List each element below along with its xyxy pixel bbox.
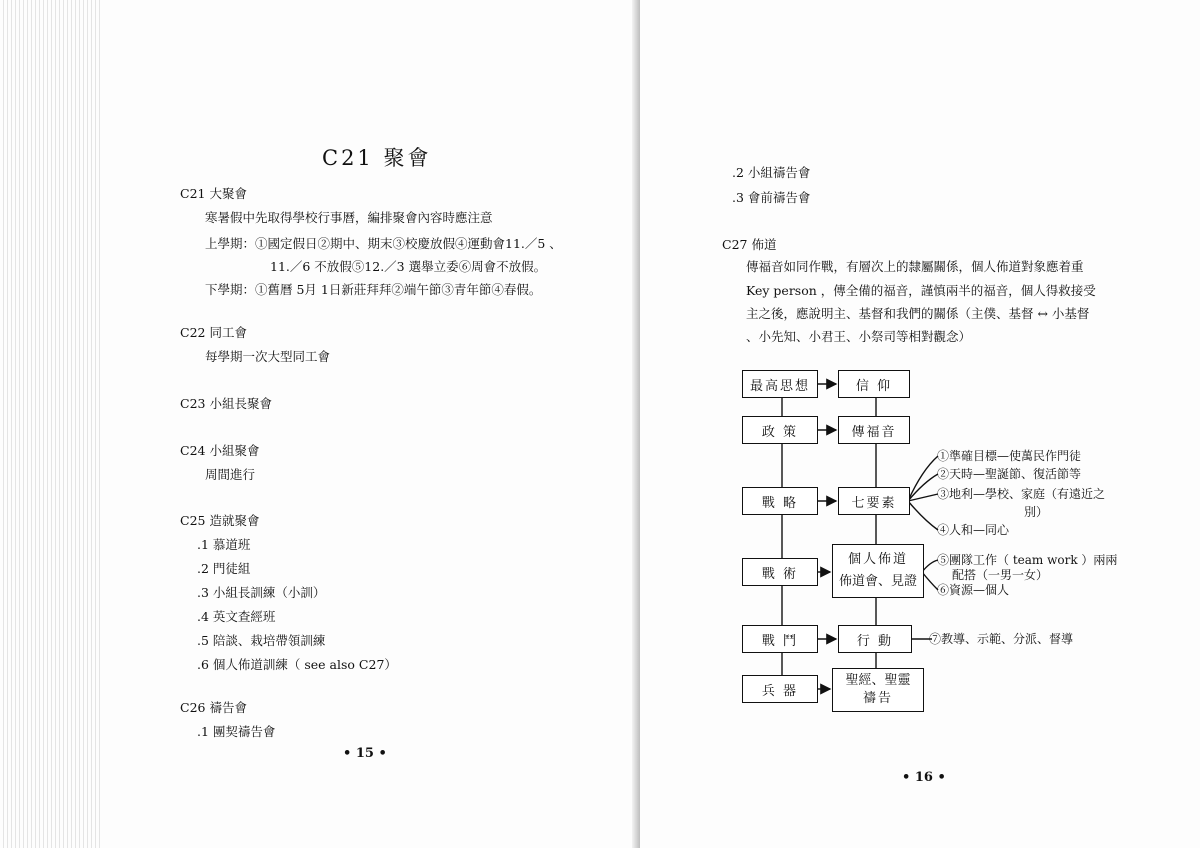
diagram-box-gospel: 傳福音: [838, 416, 910, 444]
c25-item: .1 慕道班: [197, 537, 251, 552]
diagram-box-line: 佈道會、見證: [838, 574, 917, 589]
diagram-box-strategy: 戰 略: [742, 487, 818, 515]
c26-heading: C26 禱告會: [180, 700, 247, 715]
diagram-note: 配搭（一男一女）: [952, 568, 1049, 582]
diagram-box-line: 禱告: [862, 691, 893, 706]
c21-text-4: 下學期：①舊曆 5月 1日新莊拜拜②端午節③青年節④春假。: [205, 282, 542, 297]
c27-text-1: 傳福音如同作戰，有層次上的隸屬關係，個人佈道對象應着重: [746, 259, 1084, 274]
page-stack-edge: [0, 0, 100, 848]
diagram-note: ⑥資源—個人: [937, 583, 1010, 597]
diagram-note: ②天時—聖誕節、復活節等: [937, 467, 1082, 481]
c21-text-3: 11.／6 不放假⑤12.／3 選舉立委⑥周會不放假。: [270, 259, 547, 274]
right-page: [640, 0, 1200, 848]
c24-heading: C24 小組聚會: [180, 443, 260, 458]
diagram-box-bible-spirit: [832, 668, 924, 712]
diagram-note: 別）: [1024, 505, 1049, 519]
c26-item: .1 團契禱告會: [197, 724, 276, 739]
c25-item: .2 門徒組: [197, 561, 251, 576]
c21-text-1: 寒暑假中先取得學校行事曆，編排聚會內容時應注意: [205, 210, 493, 225]
c25-item: .3 小組長訓練（小訓）: [197, 585, 326, 600]
diagram-note: ③地利—學校、家庭（有遠近之: [937, 487, 1106, 501]
diagram-box-tactics: 戰 術: [742, 558, 818, 586]
diagram-note: ⑤團隊工作（ team work ）兩兩: [937, 553, 1118, 567]
diagram-box-weapons: 兵 器: [742, 675, 818, 703]
c27-text-3: 主之後，應說明主、基督和我們的關係（主僕、基督 ↔ 小基督: [746, 306, 1090, 321]
page-number: • 16 •: [902, 770, 946, 785]
diagram-box-highest-thought: 最高思想: [742, 370, 818, 398]
diagram-box-seven-elements: 七要素: [838, 487, 910, 515]
c27-text-4: 、小先知、小君王、小祭司等相對觀念）: [746, 329, 972, 344]
diagram-box-line: 個人佈道: [847, 552, 908, 567]
c27-text-2: Key person ，傳全備的福音，謹慎兩半的福音，個人得救接受: [746, 283, 1096, 298]
diagram-note: ⑦教導、示範、分派、督導: [929, 632, 1074, 646]
c25-heading: C25 造就聚會: [180, 513, 260, 528]
diagram-box-combat: 戰 鬥: [742, 625, 818, 653]
diagram-box-action: 行 動: [838, 625, 912, 653]
c24-text-1: 周間進行: [205, 467, 256, 482]
c22-heading: C22 同工會: [180, 325, 247, 340]
diagram-box-personal-evangelism: [832, 544, 924, 598]
c26-item: .2 小組禱告會: [732, 165, 811, 180]
c21-heading: C21 大聚會: [180, 186, 247, 201]
page-number: • 15 •: [343, 746, 387, 761]
diagram-box-line: 聖經、聖靈: [845, 673, 911, 688]
c23-heading: C23 小組長聚會: [180, 396, 272, 411]
diagram-box-policy: 政 策: [742, 416, 818, 444]
c26-item: .3 會前禱告會: [732, 190, 811, 205]
c22-text-1: 每學期一次大型同工會: [205, 349, 331, 364]
diagram-box-faith: 信 仰: [838, 370, 910, 398]
c27-heading: C27 佈道: [722, 237, 777, 252]
diagram-connectors: [640, 0, 1200, 848]
c21-text-2: 上學期：①國定假日②期中、期末③校慶放假④運動會11.／5 、: [205, 236, 562, 251]
c25-item: .4 英文查經班: [197, 609, 276, 624]
diagram-note: ④人和—同心: [937, 523, 1010, 537]
c25-item: .5 陪談、栽培帶領訓練: [197, 633, 326, 648]
diagram-note: ①準確目標—使萬民作門徒: [937, 449, 1082, 463]
section-title: C21 聚會: [322, 146, 432, 170]
c25-item: .6 個人佈道訓練（ see also C27）: [197, 657, 397, 672]
